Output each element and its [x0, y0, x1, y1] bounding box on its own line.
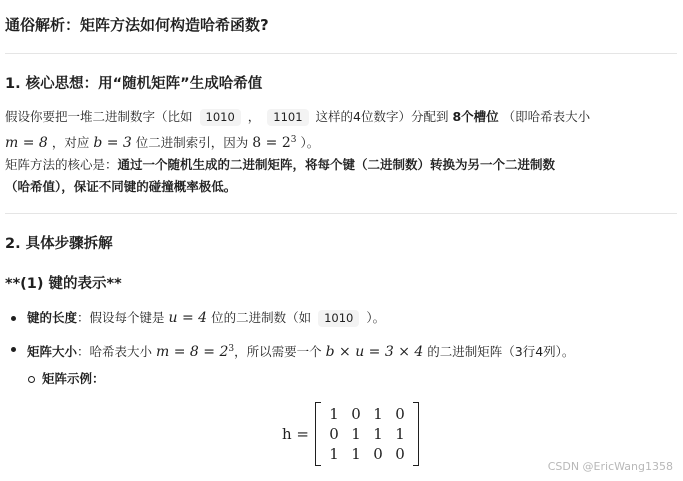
math-sup: 3 — [290, 135, 297, 145]
bold-text: 8个槽位 — [452, 109, 499, 124]
text: 位的二进制数（如 — [211, 310, 312, 325]
matrix-cell: 0 — [395, 445, 405, 463]
paragraph-line — [5, 155, 555, 175]
subheading: **(1) 键的表示** — [5, 276, 122, 292]
matrix-cell: 1 — [329, 405, 339, 423]
list-item — [27, 308, 385, 328]
matrix-cell: 1 — [395, 425, 405, 443]
section2-heading: 2. 具体步骤拆解 — [5, 236, 113, 252]
text: 位二进制索引，因为 — [135, 135, 249, 151]
bullet-dot — [11, 347, 16, 352]
matrix-cell: 0 — [329, 425, 339, 443]
list-item — [42, 369, 105, 389]
bold-text: 通过一个随机生成的二进制矩阵，将每个键（二进制数）转换为另一个二进制数 — [117, 157, 556, 172]
page-title: 通俗解析：矩阵方法如何构造哈希函数? — [5, 16, 269, 34]
bold-text: 矩阵示例 — [42, 371, 93, 386]
math: m = 8 = 2 — [156, 344, 229, 361]
matrix-cell: 1 — [329, 445, 339, 463]
divider — [5, 53, 677, 54]
text: ，对应 — [51, 135, 90, 151]
matrix-cell: 1 — [373, 405, 383, 423]
section1-heading: 1. 核心思想：用“随机矩阵”生成哈希值 — [5, 76, 263, 92]
text: 的二进制矩阵（3行4列）。 — [427, 344, 575, 360]
inline-code: 1101 — [267, 109, 308, 126]
sub-bullet-circle — [28, 376, 35, 383]
text: ：假设每个键是 — [77, 310, 165, 325]
inline-code: 1010 — [200, 109, 241, 126]
math: m = 8 — [5, 135, 48, 152]
text: 矩阵方法的核心是： — [5, 157, 118, 172]
matrix-equation — [282, 402, 419, 466]
text: ）。 — [366, 310, 386, 325]
math: b × u = 3 × 4 — [325, 344, 424, 361]
right-bracket — [413, 402, 419, 466]
matrix-grid — [321, 404, 413, 464]
text: 假设你要把一堆二进制数字（比如 — [5, 109, 193, 124]
text: ：哈希表大小 — [77, 344, 153, 360]
text: ，所以需要一个 — [234, 344, 322, 360]
matrix-lhs: h = — [282, 425, 309, 443]
paragraph-line — [5, 130, 319, 153]
bold-text: 键的长度 — [27, 310, 78, 325]
divider — [5, 213, 677, 214]
bold-text: ： — [92, 371, 105, 386]
text: （即哈希表大小 — [502, 109, 591, 124]
matrix-cell: 1 — [373, 425, 383, 443]
text: ）。 — [300, 135, 320, 151]
text: 这样的4位数字）分配到 — [315, 109, 449, 124]
math: 8 = 2 — [252, 135, 291, 152]
matrix-cell: 0 — [395, 405, 405, 423]
math-sup: 3 — [228, 344, 235, 354]
bold-text: （哈希值），保证不同键的碰撞概率极低。 — [5, 179, 237, 194]
matrix-cell: 1 — [351, 445, 361, 463]
matrix-cell: 1 — [351, 425, 361, 443]
matrix-cell: 0 — [373, 445, 383, 463]
math: u = 4 — [168, 310, 208, 326]
watermark: CSDN @EricWang1358 — [547, 460, 673, 473]
matrix-cell: 0 — [351, 405, 361, 423]
list-item — [27, 339, 574, 362]
bullet-dot — [11, 316, 16, 321]
math: b = 3 — [93, 135, 132, 152]
paragraph-line — [5, 107, 590, 127]
bold-text: 矩阵大小 — [27, 344, 78, 360]
inline-code: 1010 — [318, 310, 359, 327]
text: ， — [247, 109, 261, 124]
paragraph-line — [5, 177, 236, 197]
